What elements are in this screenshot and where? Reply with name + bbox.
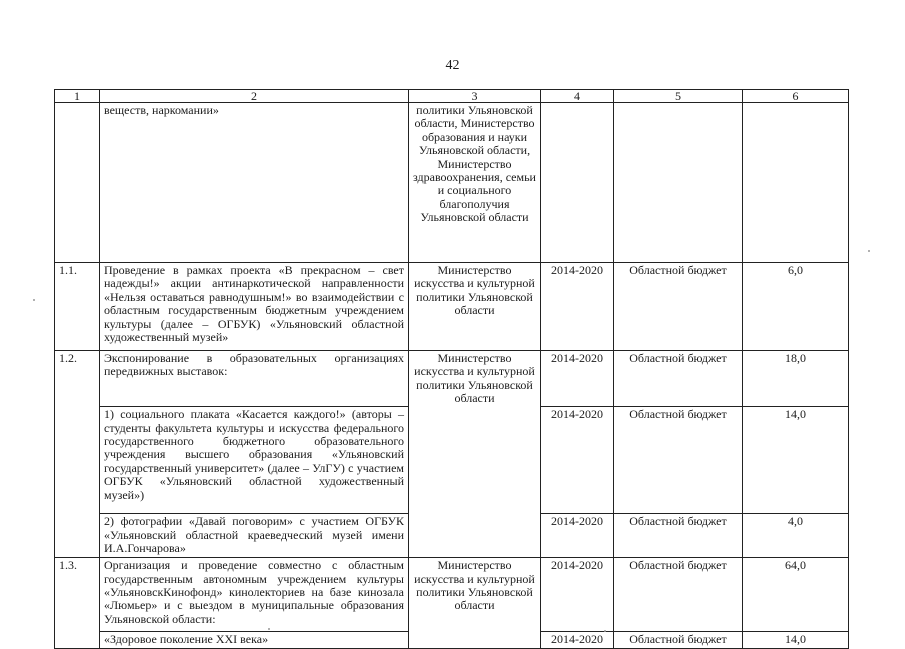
cell-description: Организация и проведение совместно с областным государственным автономным учреждением культуры «УльяновскКинофонд» кинолекториев на базе кинозала «Люмьер» и с выездом в муниципальные образования Ульяновской области: [100, 558, 409, 632]
cell-executor: Министерство искусства и культурной политики Ульяновской области [409, 558, 541, 632]
cell-executor: Министерство искусства и культурной политики Ульяновской области [409, 351, 541, 407]
program-table [54, 89, 849, 649]
cell-description: «Здоровое поколение XXI века» [100, 632, 409, 648]
cell-executor: Министерство искусства и культурной политики Ульяновской области [409, 263, 541, 351]
cell-amount: 18,0 [743, 351, 849, 407]
table-row [55, 103, 849, 263]
col-number-5: 5 [614, 90, 743, 103]
cell-description: 2) фотографии «Давай поговорим» с участием ОГБУК «Ульяновский областной краеведческий музей имени И.А.Гончарова» [100, 514, 409, 558]
cell-description: Проведение в рамках проекта «В прекрасном – свет надежды!» акции антинаркотической направленности «Нельзя оставаться равнодушным!» во взаимодействии с областным государственным бюджетным учреждением культуры (далее – ОГБУК) «Ульяновский областной художественный музей» [100, 263, 409, 351]
col-number-3: 3 [409, 90, 541, 103]
cell-amount [743, 103, 849, 263]
cell-source: Областной бюджет [614, 263, 743, 351]
cell-description: 1) социального плаката «Касается каждого!» (авторы – студенты факультета культуры и искусства федерального государственного бюджетного образовательного учреждения высшего образования «Ульяновский государственный университет» (далее – УлГУ) с участием ОГБУК «Ульяновский областной художественный музей») [100, 407, 409, 514]
cell-amount: 14,0 [743, 407, 849, 514]
scan-speck [33, 299, 35, 301]
col-number-4: 4 [541, 90, 614, 103]
scan-speck [604, 630, 606, 632]
cell-source: Областной бюджет [614, 632, 743, 648]
scan-speck [868, 250, 870, 252]
cell-num [55, 514, 100, 558]
col-number-1: 1 [55, 90, 100, 103]
cell-num: 1.2. [55, 351, 100, 407]
cell-num [55, 407, 100, 514]
cell-num: 1.1. [55, 263, 100, 351]
table-row [55, 263, 849, 351]
cell-source: Областной бюджет [614, 351, 743, 407]
cell-source: Областной бюджет [614, 514, 743, 558]
cell-num: 1.3. [55, 558, 100, 632]
table-row [55, 407, 849, 514]
cell-years: 2014-2020 [541, 558, 614, 632]
column-number-row [55, 90, 849, 103]
cell-years [541, 103, 614, 263]
cell-source: Областной бюджет [614, 407, 743, 514]
col-number-2: 2 [100, 90, 409, 103]
page-number: 42 [445, 58, 460, 73]
table-row [55, 558, 849, 632]
cell-years: 2014-2020 [541, 351, 614, 407]
cell-amount: 4,0 [743, 514, 849, 558]
table-row [55, 514, 849, 558]
table-row [55, 351, 849, 407]
cell-amount: 14,0 [743, 632, 849, 648]
cell-description: Экспонирование в образовательных организациях передвижных выставок: [100, 351, 409, 407]
cell-years: 2014-2020 [541, 632, 614, 648]
col-number-6: 6 [743, 90, 849, 103]
cell-years: 2014-2020 [541, 514, 614, 558]
cell-amount: 6,0 [743, 263, 849, 351]
cell-years: 2014-2020 [541, 407, 614, 514]
cell-num [55, 103, 100, 263]
cell-source: Областной бюджет [614, 558, 743, 632]
cell-description: веществ, наркомании» [100, 103, 409, 263]
cell-amount: 64,0 [743, 558, 849, 632]
cell-executor [409, 514, 541, 558]
cell-source [614, 103, 743, 263]
cell-executor [409, 407, 541, 514]
scan-speck [268, 628, 270, 630]
cell-executor: политики Ульяновской области, Министерство образования и науки Ульяновской области, Министерство здравоохранения, семьи и социального благополучия Ульяновской области [409, 103, 541, 263]
cell-years: 2014-2020 [541, 263, 614, 351]
